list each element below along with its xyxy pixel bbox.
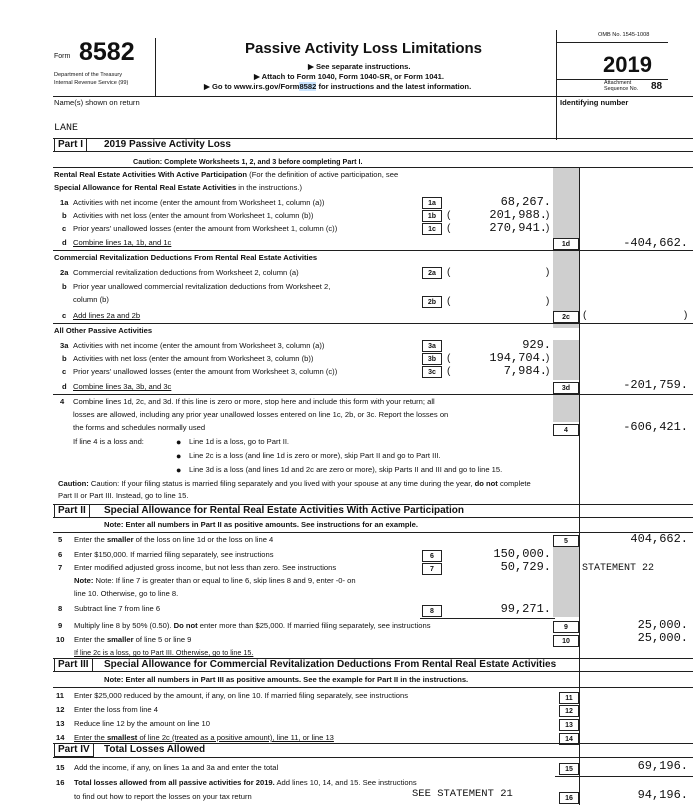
line-11-num: 11	[56, 691, 65, 700]
rental-heading: Rental Real Estate Activities With Active Participation (For the definition of active participation, see	[54, 170, 399, 179]
sub-goto: ▶ Go to www.irs.gov/Form8582 for instructions and the latest information.	[204, 82, 472, 91]
line-3b-box: 3b	[422, 353, 442, 365]
line-3d-value[interactable]: -201,759.	[623, 378, 688, 392]
bullet-icon: ●	[176, 465, 182, 475]
line-10-num: 10	[56, 635, 65, 644]
line-12-label: Enter the loss from line 4	[74, 705, 158, 714]
part2-tag: Part II	[54, 504, 90, 518]
note-line7-a: Note: Note: If line 7 is greater than or equal to line 6, skip lines 8 and 9, enter -0- on	[74, 576, 356, 585]
line-1c-value[interactable]: 270,941.	[489, 221, 547, 235]
line-5-value[interactable]: 404,662.	[630, 532, 688, 546]
line-7-statement-ref[interactable]: STATEMENT 22	[582, 563, 655, 574]
line-8-value[interactable]: 99,271.	[500, 602, 551, 616]
line-3a-num: 3a	[60, 341, 69, 350]
line-13-label: Reduce line 12 by the amount on line 10	[74, 719, 210, 728]
line-2c-label: Add lines 2a and 2b	[73, 311, 141, 320]
names-label: Name(s) shown on return	[54, 98, 140, 107]
line-9-label: Multiply line 8 by 50% (0.50). Do not enter more than $25,000. If married filing separately, see instructions	[74, 621, 431, 630]
line-11-label: Enter $25,000 reduced by the amount, if any, on line 10. If married filing separately, see instructions	[74, 691, 409, 700]
line-5-num: 5	[58, 535, 63, 544]
line-16-num: 16	[56, 778, 65, 787]
line-5-label: Enter the smaller of the loss on line 1d or the loss on line 4	[74, 535, 274, 544]
line-1a-label: Activities with net income (enter the amount from Worksheet 1, column (a))	[73, 198, 325, 207]
line-7-num: 7	[58, 563, 63, 572]
part1-title: 2019 Passive Activity Loss	[104, 139, 231, 150]
line-14-num: 14	[56, 733, 65, 742]
sequence-number: 88	[651, 81, 663, 92]
line-12-num: 12	[56, 705, 65, 714]
line-1c-num: c	[62, 224, 67, 233]
dept-line1: Department of the Treasury	[54, 72, 123, 78]
line-16-box: 16	[559, 792, 579, 804]
line-4-num: 4	[60, 397, 65, 406]
line-7-value[interactable]: 50,729.	[500, 560, 551, 574]
bullet-3-text: Line 3d is a loss (and lines 1d and 2c are zero or more), skip Parts II and III and go to line 15.	[189, 465, 503, 474]
line-3d-box: 3d	[553, 382, 579, 394]
line-6-label: Enter $150,000. If married filing separately, see instructions	[74, 550, 274, 559]
line-15-num: 15	[56, 763, 65, 772]
line-9-value[interactable]: 25,000.	[637, 618, 688, 632]
line-10-box: 10	[553, 635, 579, 647]
line-4-value[interactable]: -606,421.	[623, 420, 688, 434]
part4-tag: Part IV	[54, 743, 94, 757]
line-3a-label: Activities with net income (enter the amount from Worksheet 3, column (a))	[73, 341, 325, 350]
line-3c-value[interactable]: 7,984.	[503, 364, 547, 378]
line-2c-box: 2c	[553, 311, 579, 323]
line-1b-label: Activities with net loss (enter the amount from Worksheet 1, column (b))	[73, 211, 314, 220]
line-4-text-a: Combine lines 1d, 2c, and 3d. If this line is zero or more, stop here and include this form with your return; all	[73, 397, 435, 406]
line-16-statement-ref[interactable]: SEE STATEMENT 21	[412, 788, 513, 800]
bullet-1-text: Line 1d is a loss, go to Part II.	[189, 437, 290, 446]
line-6-num: 6	[58, 550, 63, 559]
line-2b-label: Prior year unallowed commercial revitalization deductions from Worksheet 2,	[73, 282, 331, 291]
line-9-num: 9	[58, 621, 63, 630]
line-15-box: 15	[559, 763, 579, 775]
bullet-icon: ●	[176, 451, 182, 461]
line-7-label: Enter modified adjusted gross income, but not less than zero. See instructions	[74, 563, 337, 572]
line-2c-num: c	[62, 311, 67, 320]
line-2b-box: 2b	[422, 296, 442, 308]
line-2a-box: 2a	[422, 267, 442, 279]
if-line4-label: If line 4 is a loss and:	[73, 437, 144, 446]
line-10-label: Enter the smaller of line 5 or line 9	[74, 635, 192, 644]
line-11-box: 11	[559, 692, 579, 704]
line-1a-value[interactable]: 68,267.	[500, 195, 551, 209]
line-4-text-b: losses are allowed, including any prior year unallowed losses entered on line 1c, 2b, or 3c. Report the losses on	[73, 410, 449, 419]
line-7-box: 7	[422, 563, 442, 575]
note-line7-b: line 10. Otherwise, go to line 8.	[74, 589, 179, 598]
part4-title: Total Losses Allowed	[104, 744, 206, 755]
line-1a-num: 1a	[60, 198, 69, 207]
line-16-value[interactable]: 94,196.	[637, 788, 688, 802]
line-8-box: 8	[422, 605, 442, 617]
line-14-label: Enter the smallest of line 2c (treated as a positive amount), line 11, or line 13	[74, 733, 334, 742]
line-1b-value[interactable]: 201,988.	[489, 208, 547, 222]
form-number: 8582	[79, 38, 135, 66]
part1-tag: Part I	[54, 138, 87, 152]
line-15-value[interactable]: 69,196.	[637, 759, 688, 773]
commercial-heading: Commercial Revitalization Deductions From Rental Real Estate Activities	[54, 253, 318, 262]
form-title: Passive Activity Loss Limitations	[245, 40, 483, 57]
line-2a-label: Commercial revitalization deductions from Worksheet 2, column (a)	[73, 268, 299, 277]
line-3c-label: Prior years' unallowed losses (enter the amount from Worksheet 3, column (c))	[73, 367, 338, 376]
line-3c-box: 3c	[422, 366, 442, 378]
line-4-box: 4	[553, 424, 579, 436]
line-1d-label: Combine lines 1a, 1b, and 1c	[73, 238, 172, 247]
part3-title: Special Allowance for Commercial Revitalization Deductions From Rental Real Estate Activities	[104, 659, 557, 670]
line-8-label: Subtract line 7 from line 6	[74, 604, 161, 613]
part3-tag: Part III	[54, 658, 93, 672]
part2-note: Note: Enter all numbers in Part II as positive amounts. See instructions for an example.	[104, 520, 418, 529]
caution-married: Caution: Caution: If your filing status is married filing separately and you lived with your spouse at any time during the year, do not complete	[58, 479, 531, 488]
tax-year: 2019	[603, 52, 652, 77]
line-3c-num: c	[62, 367, 67, 376]
line-1d-box: 1d	[553, 238, 579, 250]
line-2a-num: 2a	[60, 268, 69, 277]
line-1a-box: 1a	[422, 197, 442, 209]
dept-line2: Internal Revenue Service (99)	[54, 80, 129, 86]
line-10-value[interactable]: 25,000.	[637, 631, 688, 645]
sequence-label: Sequence No.	[604, 86, 639, 92]
line-1d-num: d	[62, 238, 67, 247]
line-15-label: Add the income, if any, on lines 1a and 3a and enter the total	[74, 763, 279, 772]
line-1c-box: 1c	[422, 223, 442, 235]
line-10-note: If line 2c is a loss, go to Part III. Otherwise, go to line 15.	[74, 648, 254, 657]
line-13-num: 13	[56, 719, 65, 728]
line-2b-num: b	[62, 282, 67, 291]
line-3b-value[interactable]: 194,704.	[489, 351, 547, 365]
part1-caution: Caution: Complete Worksheets 1, 2, and 3 before completing Part I.	[133, 157, 363, 166]
line-3b-num: b	[62, 354, 67, 363]
line-12-box: 12	[559, 705, 579, 717]
line-4-text-c: the forms and schedules normally used	[73, 423, 206, 432]
line-1c-label: Prior years' unallowed losses (enter the amount from Worksheet 1, column (c))	[73, 224, 338, 233]
identifying-number-label: Identifying number	[560, 98, 629, 107]
line-13-box: 13	[559, 719, 579, 731]
line-3d-num: d	[62, 382, 67, 391]
line-9-box: 9	[553, 621, 579, 633]
line-3a-box: 3a	[422, 340, 442, 352]
rental-heading2: Special Allowance for Rental Real Estate Activities in the instructions.)	[54, 183, 303, 192]
line-6-value[interactable]: 150,000.	[493, 547, 551, 561]
line-1b-box: 1b	[422, 210, 442, 222]
line-3d-label: Combine lines 3a, 3b, and 3c	[73, 382, 172, 391]
line-3b-label: Activities with net loss (enter the amount from Worksheet 3, column (b))	[73, 354, 314, 363]
sub-instructions: ▶ See separate instructions.	[308, 62, 411, 71]
line-2b-label2: column (b)	[73, 295, 109, 304]
omb-number: OMB No. 1545-1008	[598, 32, 650, 38]
part2-title: Special Allowance for Rental Real Estate Activities With Active Participation	[104, 505, 465, 516]
line-1d-value[interactable]: -404,662.	[623, 236, 688, 250]
line-6-box: 6	[422, 550, 442, 562]
sub-attach: ▶ Attach to Form 1040, Form 1040-SR, or Form 1041.	[254, 72, 444, 81]
line-8-num: 8	[58, 604, 63, 613]
line-1b-num: b	[62, 211, 67, 220]
line-5-box: 5	[553, 535, 579, 547]
bullet-2-text: Line 2c is a loss (and line 1d is zero or more), skip Part II and go to Part III.	[189, 451, 441, 460]
line-16-label-b: to find out how to report the losses on your tax return	[74, 792, 252, 801]
part3-note: Note: Enter all numbers in Part III as positive amounts. See the example for Part II in the instructions.	[104, 675, 469, 684]
bullet-icon: ●	[176, 437, 182, 447]
form-prefix: Form	[54, 53, 71, 60]
caution-married-2: Part II or Part III. Instead, go to line 15.	[58, 491, 189, 500]
line-3a-value[interactable]: 929.	[522, 338, 551, 352]
line-16-label: Total losses allowed from all passive activities for 2019. Add lines 10, 14, and 15. See instructions	[74, 778, 417, 787]
other-heading: All Other Passive Activities	[54, 326, 153, 335]
line-14-box: 14	[559, 733, 579, 745]
attachment-label: Attachment	[604, 80, 632, 86]
taxpayer-name: LANE	[54, 123, 79, 134]
